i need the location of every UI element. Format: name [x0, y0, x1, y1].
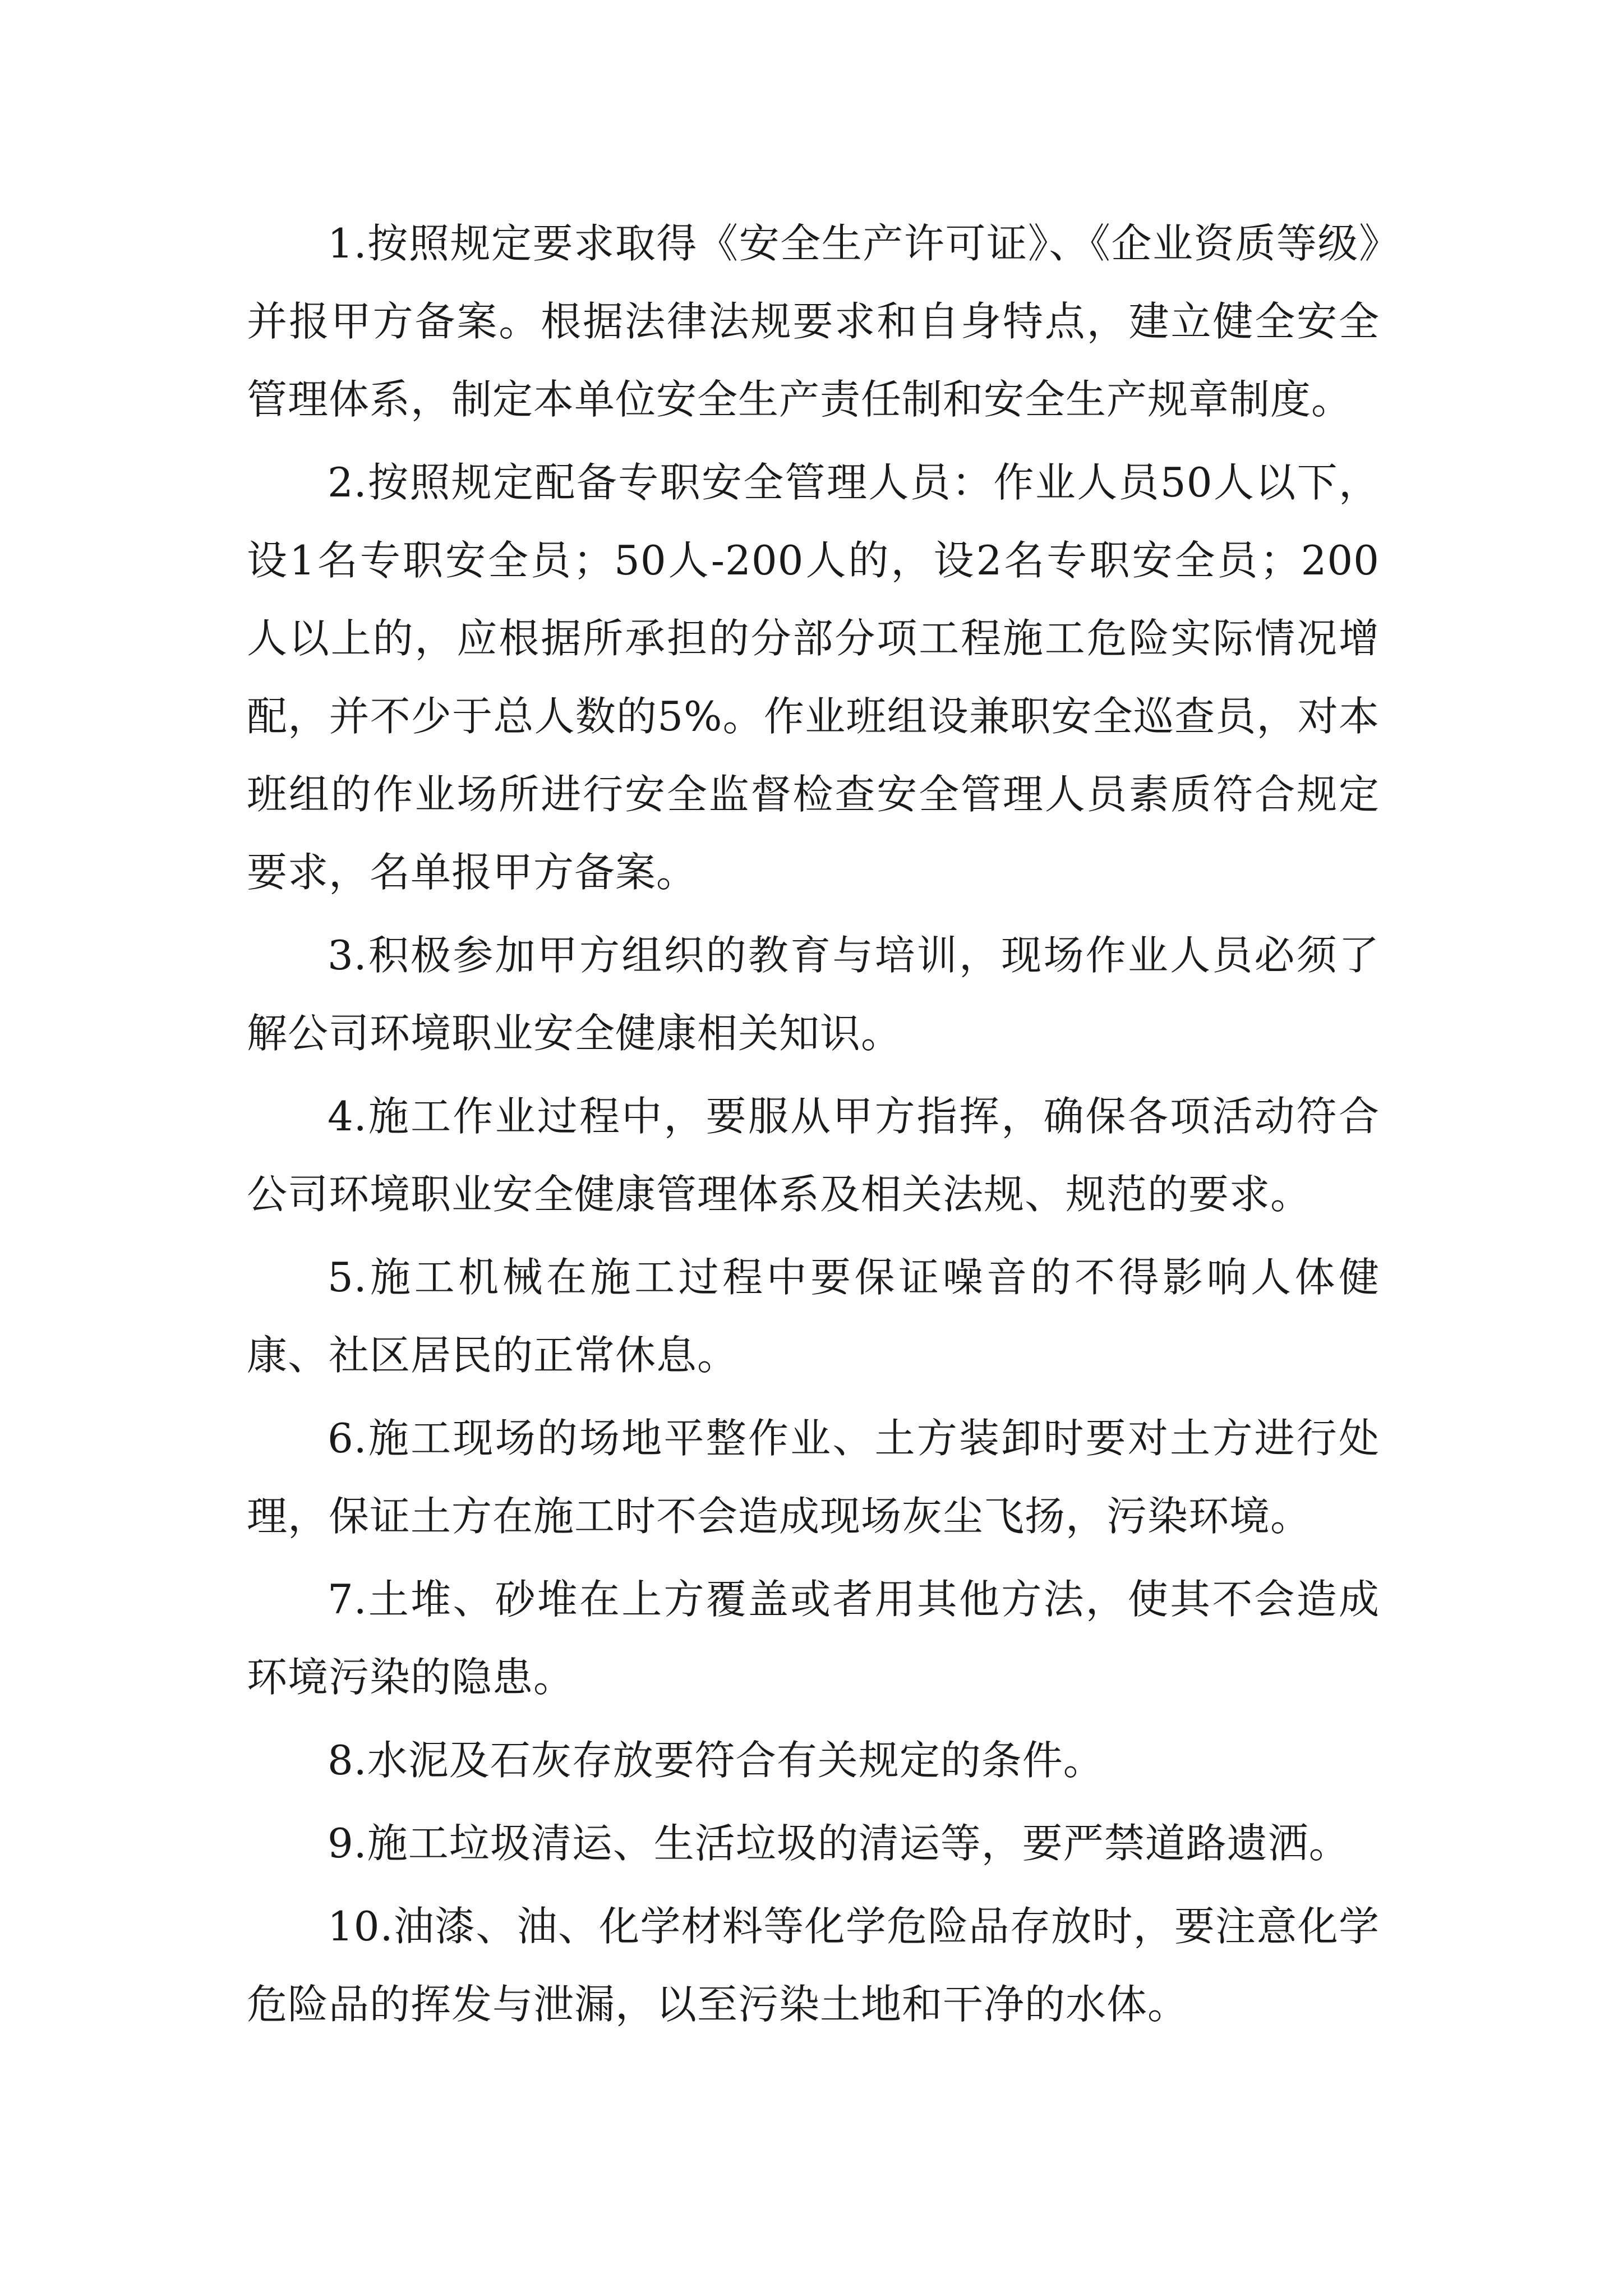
- paragraph-2: 2.按照规定配备专职安全管理人员：作业人员50人以下，设1名专职安全员；50人-200人的，设2名专职安全员；200人以上的，应根据所承担的分部分项工程施工危险实际情况增配，并不少于总人数的5%。作业班组设兼职安全巡查员，对本班组的作业场所进行安全监督检查安全管理人员素质符合规定要求，名单报甲方备案。: [247, 459, 1380, 896]
- paragraph-4: 4.施工作业过程中，要服从甲方指挥，确保各项活动符合公司环境职业安全健康管理体系及相关法规、规范的要求。: [247, 1093, 1380, 1218]
- paragraph-5: 5.施工机械在施工过程中要保证噪音的不得影响人体健康、社区居民的正常休息。: [247, 1254, 1380, 1379]
- paragraph-1: 1.按照规定要求取得《安全生产许可证》、《企业资质等级》并报甲方备案。根据法律法规要求和自身特点，建立健全安全管理体系，制定本单位安全生产责任制和安全生产规章制度。: [247, 220, 1380, 423]
- paragraph-10: 10.油漆、油、化学材料等化学危险品存放时，要注意化学危险品的挥发与泄漏，以至污染土地和干净的水体。: [247, 1903, 1380, 2028]
- paragraph-6: 6.施工现场的场地平整作业、土方装卸时要对土方进行处理，保证土方在施工时不会造成现场灰尘飞扬，污染环境。: [247, 1415, 1380, 1540]
- paragraph-3: 3.积极参加甲方组织的教育与培训，现场作业人员必须了解公司环境职业安全健康相关知识。: [247, 932, 1380, 1057]
- paragraph-7: 7.土堆、砂堆在上方覆盖或者用其他方法，使其不会造成环境污染的隐患。: [247, 1576, 1380, 1701]
- paragraph-8: 8.水泥及石灰存放要符合有关规定的条件。: [328, 1737, 1104, 1784]
- paragraph-9: 9.施工垃圾清运、生活垃圾的清运等，要严禁道路遗洒。: [328, 1820, 1350, 1867]
- document-body: [247, 205, 1380, 2049]
